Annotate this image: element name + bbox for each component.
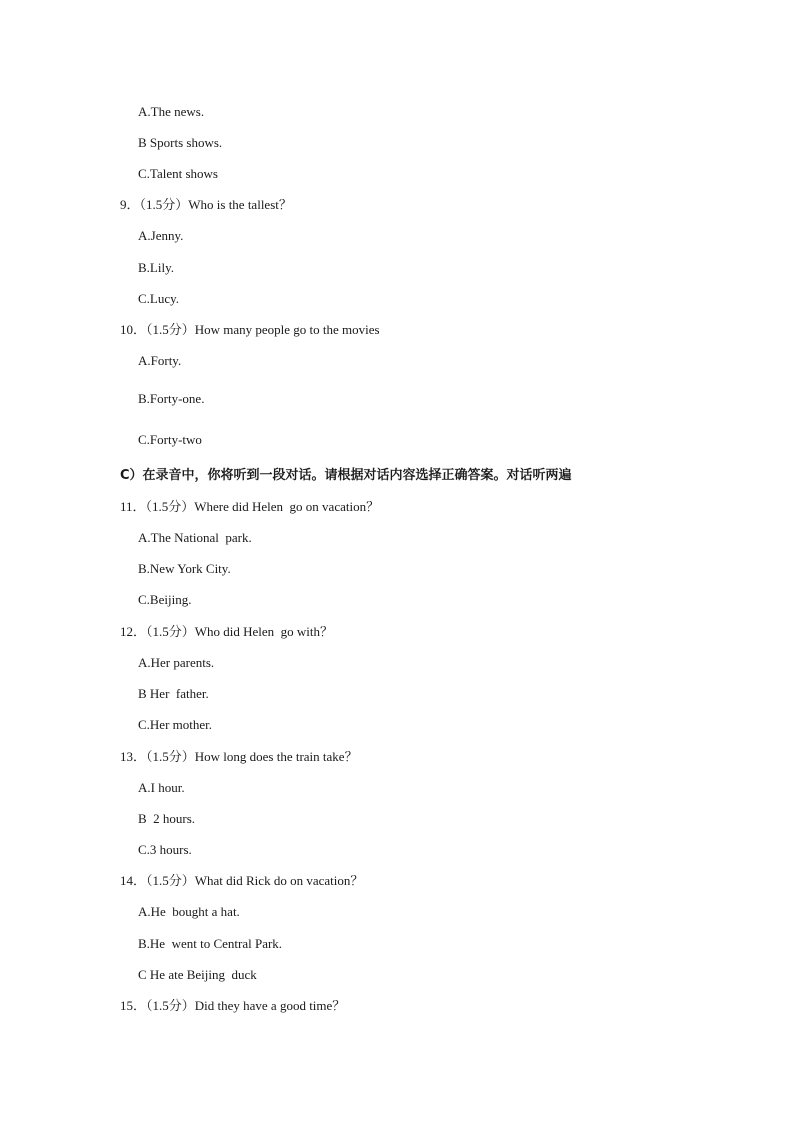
option-10a: A.Forty. (138, 353, 182, 368)
option-8b: B Sports shows. (138, 135, 223, 150)
option-13b: B 2 hours. (138, 811, 196, 826)
option-11a: A.The National park. (138, 530, 252, 545)
option-14c: C He ate Beijing duck (138, 967, 257, 982)
option-12b: B Her father. (138, 686, 209, 701)
option-11c: C.Beijing. (138, 592, 192, 607)
question-13-stem: 13．（1.5分）How long does the train take？ (120, 749, 358, 764)
option-8c: C.Talent shows (138, 166, 218, 181)
question-9-stem: 9．（1.5分）Who is the tallest？ (120, 197, 292, 212)
question-10-stem: 10．（1.5分）How many people go to the movies (120, 322, 380, 337)
question-14-stem: 14．（1.5分）What did Rick do on vacation？ (120, 873, 364, 888)
option-10b: B.Forty-one. (138, 391, 205, 406)
option-8a: A.The news. (138, 104, 205, 119)
question-12-stem: 12．（1.5分）Who did Helen go with？ (120, 624, 334, 639)
option-13c: C.3 hours. (138, 842, 192, 857)
option-9b: B.Lily. (138, 260, 174, 275)
option-10c: C.Forty-two (138, 432, 202, 447)
question-15-stem: 15．（1.5分）Did they have a good time？ (120, 998, 346, 1013)
option-9c: C.Lucy. (138, 291, 180, 306)
question-11-stem: 11．（1.5分）Where did Helen go on vacation？ (120, 499, 380, 514)
option-14a: A.He bought a hat. (138, 904, 240, 919)
option-13a: A.I hour. (138, 780, 185, 795)
option-14b: B.He went to Central Park. (138, 936, 283, 951)
option-12c: C.Her mother. (138, 717, 213, 732)
section-c-heading: C）在录音中，你将听到一段对话。请根据对话内容选择正确答案。对话听两遍 (120, 468, 572, 483)
option-12a: A.Her parents. (138, 655, 215, 670)
option-9a: A.Jenny. (138, 228, 184, 243)
option-11b: B.New York City. (138, 561, 231, 576)
